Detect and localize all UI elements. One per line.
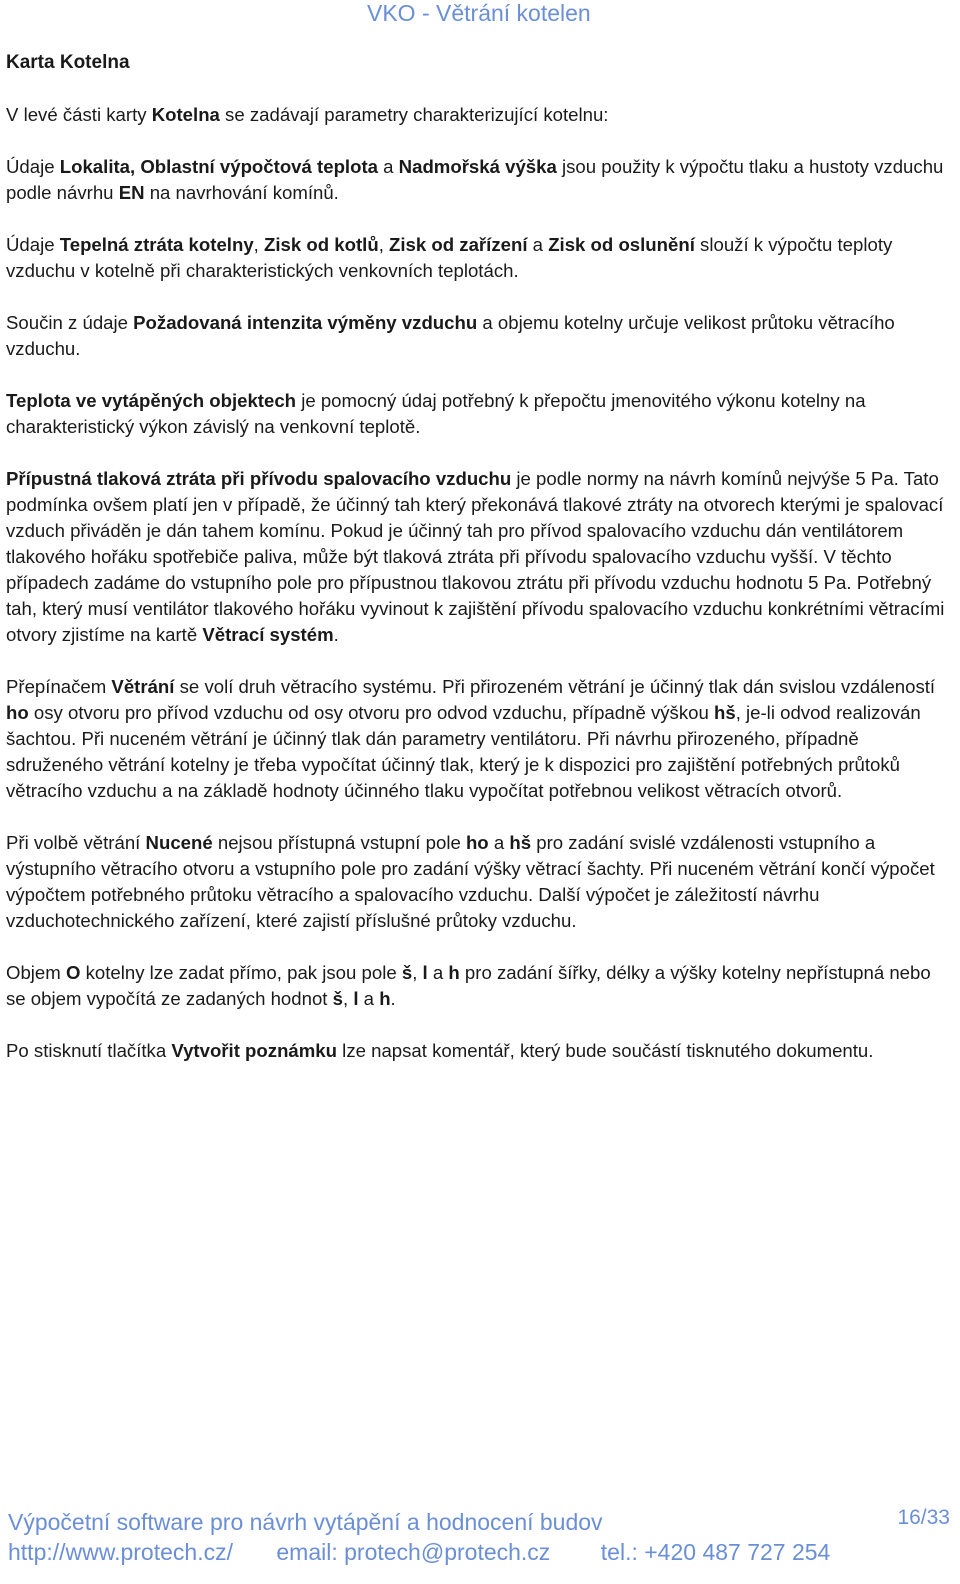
paragraph xyxy=(6,830,951,934)
text-run: , je-li odvod realizován šachtou. Při nuceném větrání je účinný tlak dán parametry ventilátoru. Při návrhu přirozeného, případně sdruženého větrání kotelny je třeba vypočítat účinný tlak, který je k dispozici pro zajištění potřebných průtoků větracího vzduchu a na základě hodnoty účinného tlaku vypočítat potřebnou velikost větracích otvorů. xyxy=(6,702,921,801)
section-title: Karta Kotelna xyxy=(6,52,130,73)
text-run: na navrhování komínů. xyxy=(144,182,339,203)
text-run: Přepínačem xyxy=(6,676,112,697)
phone-number: tel.: +420 487 727 254 xyxy=(600,1539,831,1565)
bold-term: Teplota ve vytápěných objektech xyxy=(6,390,297,411)
text-run: je pomocný údaj potřebný k přepočtu jmenovitého výkonu kotelny na charakteristický výkon závislý na venkovní teplotě. xyxy=(6,390,866,437)
text-run: Údaje xyxy=(6,156,60,177)
text-run: a xyxy=(527,234,549,255)
footer-software-title: Výpočetní software pro návrh vytápění a hodnocení budov xyxy=(8,1509,603,1535)
bold-term: l xyxy=(353,988,359,1009)
text-run: a xyxy=(427,962,449,983)
document-title: VKO - Větrání kotelen xyxy=(367,0,591,26)
bold-term: Větrací systém xyxy=(202,624,334,645)
text-run: kotelny lze zadat přímo, pak jsou pole xyxy=(80,962,402,983)
text-run: osy otvoru pro přívod vzduchu od osy otvoru pro odvod vzduchu, případně výškou xyxy=(28,702,714,723)
text-run: pro zadání svislé vzdálenosti vstupního a výstupního větracího otvoru a vstupního pole pro zadání výšky větrací šachty. Při nuceném větrání končí výpočet výpočtem potřebného průtoku větracího a spalovacího vzduchu. Další výpočet je záležitostí návrhu vzduchotechnického zařízení, které zajistí příslušné průtoky vzduchu. xyxy=(6,832,935,931)
paragraph xyxy=(6,232,951,284)
bold-term: Nadmořská výška xyxy=(398,156,557,177)
bold-term: Kotelna xyxy=(151,104,220,125)
bold-term: Požadovaná intenzita výměny vzduchu xyxy=(133,312,478,333)
bold-term: Zisk od kotlů xyxy=(264,234,379,255)
text-run: . xyxy=(390,988,396,1009)
text-run: a xyxy=(488,832,510,853)
text-run: je podle normy na návrh komínů nejvýše 5 Pa. Tato podmínka ovšem platí jen v případě, že účinný tah který překonává tlakové ztráty na otvorech kterými je spalovací vzduch přiváděn je dán tahem komínu. Pokud je účinný tah pro přívod spalovacího vzduchu dán ventilátorem tlakového hořáku spotřebiče paliva, může být tlaková ztráta při přívodu spalovacího vzduchu vyšší. V těchto případech zadáme do vstupního pole pro přípustnou tlakovou ztrátu při přívodu vzduchu hodnotu 5 Pa. Potřebný tah, který musí ventilátor tlakového hořáku vyvinout k zajištění přívodu spalovacího vzduchu konkrétními větracími otvory zjistíme na kartě xyxy=(6,468,945,645)
text-run: Objem xyxy=(6,962,66,983)
bold-term: š xyxy=(401,962,413,983)
bold-term: Vytvořit poznámku xyxy=(171,1040,338,1061)
text-run: , xyxy=(342,988,354,1009)
text-run: a xyxy=(358,988,380,1009)
text-run: lze napsat komentář, který bude součástí tisknutého dokumentu. xyxy=(337,1040,874,1061)
text-run: Po stisknutí tlačítka xyxy=(6,1040,172,1061)
document-body xyxy=(6,50,951,1090)
text-run: se zadávají parametry charakterizující kotelnu: xyxy=(219,104,609,125)
text-run: , xyxy=(378,234,390,255)
bold-term: š xyxy=(332,988,343,1009)
text-run: se volí druh větracího systému. Při přirozeném větrání je účinný tlak dán svislou vzdáleností xyxy=(174,676,936,697)
bold-term: l xyxy=(422,962,428,983)
paragraph xyxy=(6,960,951,1012)
bold-term: Tepelná ztráta kotelny xyxy=(59,234,254,255)
paragraph xyxy=(6,154,951,206)
text-run: , xyxy=(412,962,423,983)
paragraph xyxy=(6,102,951,128)
bold-term: ho xyxy=(465,832,489,853)
page-number: 16/33 xyxy=(897,1506,950,1529)
bold-term: Zisk od zařízení xyxy=(389,234,528,255)
bold-term: Lokalita, Oblastní výpočtová teplota xyxy=(59,156,378,177)
bold-term: Zisk od oslunění xyxy=(548,234,695,255)
text-run: . xyxy=(333,624,339,645)
bold-term: Nucené xyxy=(145,832,213,853)
text-run: Součin z údaje xyxy=(6,312,134,333)
bold-term: O xyxy=(65,962,81,983)
text-run: Údaje xyxy=(6,234,60,255)
website-link[interactable]: http://www.protech.cz/ xyxy=(8,1539,233,1565)
bold-term: hš xyxy=(713,702,736,723)
paragraph xyxy=(6,466,951,648)
paragraph xyxy=(6,674,951,804)
text-run: pro zadání šířky, délky a výšky kotelny nepřístupná nebo se objem vypočítá ze zadaných hodnot xyxy=(6,962,931,1009)
text-run: a objemu kotelny určuje velikost průtoku větracího vzduchu. xyxy=(6,312,895,359)
paragraph xyxy=(6,388,951,440)
bold-term: hš xyxy=(509,832,532,853)
bold-term: Přípustná tlaková ztráta při přívodu spalovacího vzduchu xyxy=(6,468,512,489)
text-run: jsou použity k výpočtu tlaku a hustoty vzduchu podle návrhu xyxy=(6,156,944,203)
paragraph xyxy=(6,1038,951,1064)
email-link[interactable]: email: protech@protech.cz xyxy=(276,1539,551,1565)
text-run: V levé části karty xyxy=(6,104,152,125)
paragraph-list xyxy=(6,102,951,1064)
paragraph xyxy=(6,310,951,362)
text-run: slouží k výpočtu teploty vzduchu v kotelně při charakteristických venkovních teplotách. xyxy=(6,234,893,281)
bold-term: ho xyxy=(6,702,29,723)
bold-term: EN xyxy=(118,182,145,203)
bold-term: Větrání xyxy=(111,676,175,697)
text-run: a xyxy=(377,156,399,177)
page-footer xyxy=(0,1500,960,1584)
bold-term: h xyxy=(448,962,460,983)
text-run: Při volbě větrání xyxy=(6,832,146,853)
page-header xyxy=(0,0,960,30)
bold-term: h xyxy=(379,988,391,1009)
text-run: nejsou přístupná vstupní pole xyxy=(212,832,466,853)
footer-contacts xyxy=(8,1539,830,1566)
text-run: , xyxy=(253,234,265,255)
